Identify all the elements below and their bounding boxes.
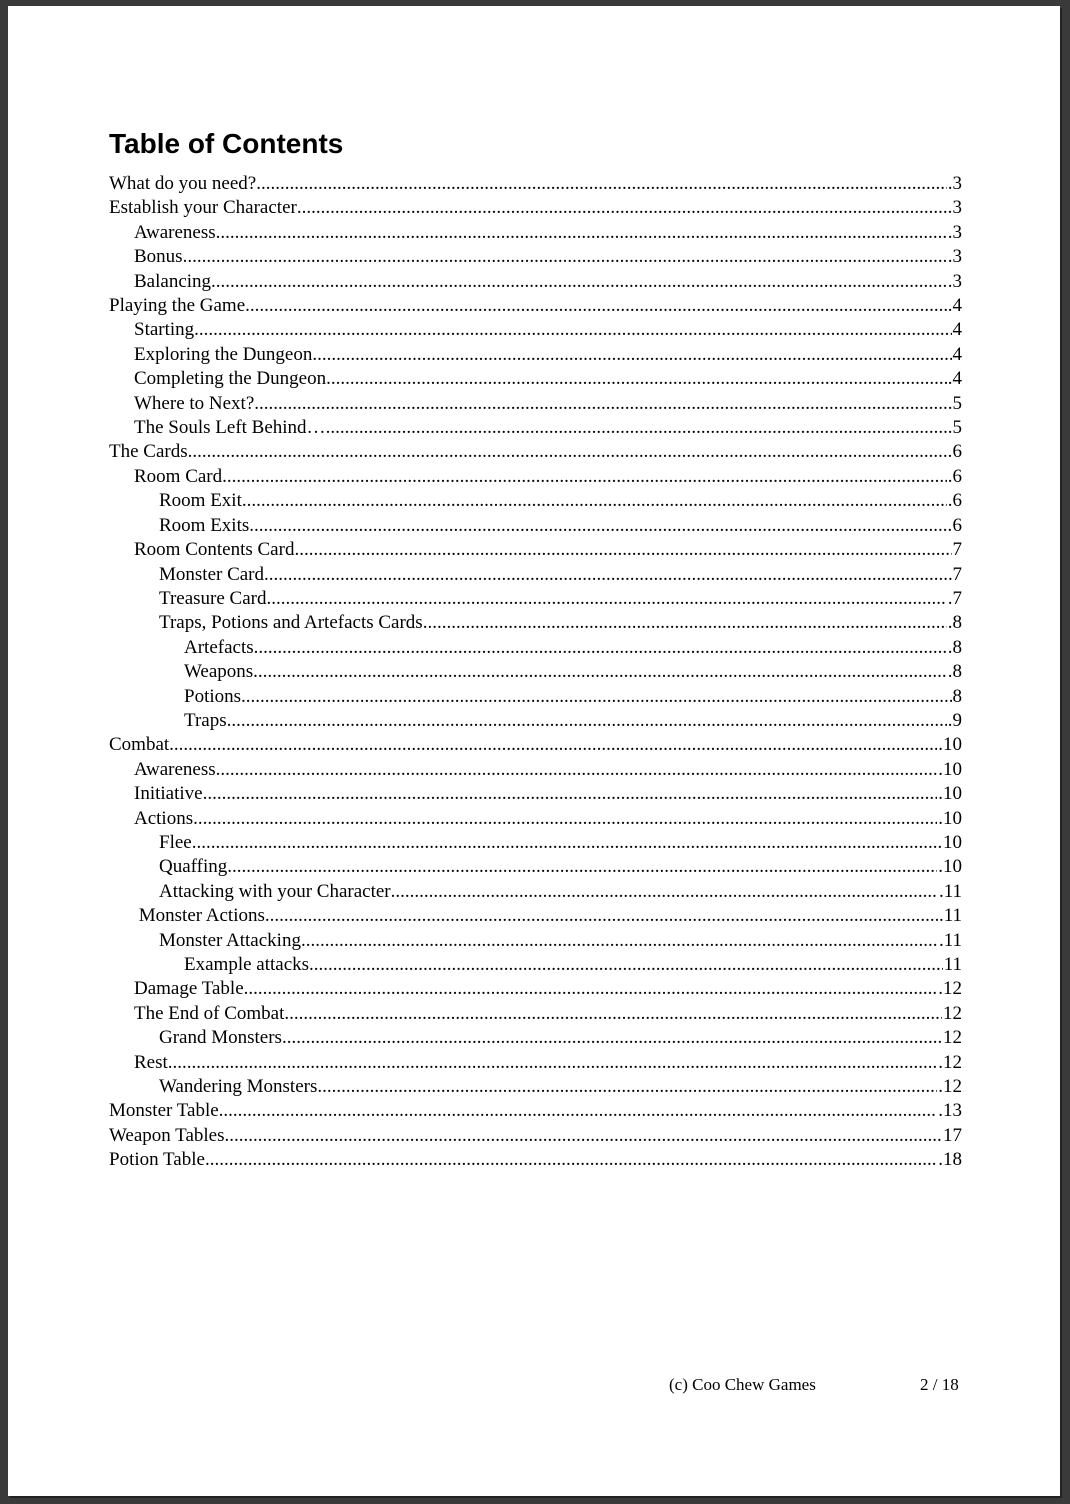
toc-entry-title: Grand Monsters bbox=[159, 1027, 282, 1049]
toc-dot-leader bbox=[211, 270, 947, 294]
toc-entry[interactable] bbox=[109, 294, 962, 318]
toc-dot-leader bbox=[225, 1124, 942, 1148]
toc-dot-leader bbox=[312, 343, 951, 367]
toc-entry-page: .12 bbox=[938, 1076, 962, 1098]
toc-entry-title: Damage Table bbox=[134, 978, 244, 1000]
toc-entry[interactable] bbox=[109, 733, 962, 757]
toc-entry-title: Monster Card bbox=[159, 563, 265, 585]
toc-entry-page: .6 bbox=[947, 465, 962, 487]
toc-entry-title: Starting bbox=[134, 319, 195, 341]
toc-entry[interactable] bbox=[109, 1148, 962, 1172]
toc-list bbox=[109, 172, 962, 1173]
toc-dot-leader bbox=[423, 611, 947, 635]
toc-entry-page: .9 bbox=[947, 709, 962, 731]
toc-entry-page: .8 bbox=[947, 661, 962, 683]
toc-entry-page: .6 bbox=[947, 490, 962, 512]
toc-entry[interactable] bbox=[109, 196, 962, 220]
toc-entry[interactable] bbox=[109, 318, 962, 342]
toc-dot-leader bbox=[241, 685, 951, 709]
toc-entry[interactable] bbox=[109, 807, 962, 831]
toc-entry-title: Awareness bbox=[134, 221, 216, 243]
toc-entry-page: .3 bbox=[947, 270, 962, 292]
toc-entry-title: Room Contents Card bbox=[134, 539, 295, 561]
toc-dot-leader bbox=[244, 977, 938, 1001]
toc-entry-title: Room Exits bbox=[159, 514, 250, 536]
toc-entry[interactable] bbox=[109, 660, 962, 684]
toc-entry[interactable] bbox=[109, 1124, 962, 1148]
toc-entry-title: Flee bbox=[159, 831, 192, 853]
toc-entry[interactable] bbox=[109, 270, 962, 294]
toc-entry-page: 6 bbox=[952, 514, 962, 536]
toc-entry[interactable] bbox=[109, 1099, 962, 1123]
toc-entry[interactable] bbox=[109, 1051, 962, 1075]
toc-entry-title: Playing the Game bbox=[109, 295, 246, 317]
toc-entry[interactable] bbox=[109, 1002, 962, 1026]
toc-dot-leader bbox=[309, 953, 943, 977]
toc-entry[interactable] bbox=[109, 587, 962, 611]
toc-entry-page: 3 bbox=[952, 197, 962, 219]
toc-entry-title: Example attacks bbox=[184, 954, 310, 975]
toc-entry[interactable] bbox=[109, 440, 962, 464]
toc-entry-page: 6 bbox=[952, 441, 962, 463]
toc-entry[interactable] bbox=[109, 416, 962, 440]
toc-entry-page: .4 bbox=[947, 295, 962, 317]
toc-entry-title: Wandering Monsters bbox=[159, 1076, 318, 1098]
footer-page-number: 2 / 18 bbox=[920, 1375, 959, 1394]
toc-entry-page: .11 bbox=[938, 929, 962, 951]
toc-entry-page: .10 bbox=[938, 734, 962, 756]
toc-dot-leader bbox=[193, 807, 937, 831]
toc-dot-leader bbox=[183, 245, 947, 269]
toc-entry[interactable] bbox=[109, 929, 962, 953]
toc-entry[interactable] bbox=[109, 172, 962, 196]
toc-entry-page: .4 bbox=[947, 368, 962, 390]
toc-entry[interactable] bbox=[109, 221, 962, 245]
toc-dot-leader bbox=[227, 709, 947, 733]
toc-entry[interactable] bbox=[109, 831, 962, 855]
toc-entry-title: Potion Table bbox=[109, 1149, 205, 1171]
toc-dot-leader bbox=[256, 172, 947, 196]
toc-dot-leader bbox=[168, 1051, 937, 1075]
toc-dot-leader bbox=[216, 221, 947, 245]
toc-entry[interactable] bbox=[109, 904, 962, 928]
toc-entry-page: .3 bbox=[947, 246, 962, 268]
toc-dot-leader bbox=[245, 294, 947, 318]
toc-dot-leader bbox=[326, 416, 947, 440]
toc-dot-leader bbox=[294, 538, 951, 562]
toc-entry-title: Rest bbox=[134, 1051, 168, 1073]
toc-entry-title: Room Exit bbox=[159, 490, 242, 512]
toc-entry[interactable] bbox=[109, 1026, 962, 1050]
toc-entry-title: The End of Combat bbox=[134, 1002, 285, 1024]
toc-dot-leader bbox=[194, 318, 951, 342]
toc-dot-leader bbox=[192, 831, 942, 855]
toc-entry-title: Potions bbox=[184, 685, 242, 707]
toc-entry-title: Quaffing bbox=[159, 856, 228, 878]
toc-entry[interactable] bbox=[109, 1075, 962, 1099]
toc-entry[interactable] bbox=[109, 855, 962, 879]
toc-dot-leader bbox=[264, 563, 951, 587]
toc-dot-leader bbox=[188, 440, 952, 464]
toc-entry-page: .10 bbox=[938, 783, 962, 805]
toc-entry-title: Balancing bbox=[134, 270, 212, 292]
toc-entry[interactable] bbox=[109, 563, 962, 587]
toc-entry-title: Monster Table bbox=[109, 1100, 219, 1122]
toc-entry-title: Weapons bbox=[184, 661, 254, 683]
toc-entry[interactable] bbox=[109, 392, 962, 416]
toc-entry-page: .10 bbox=[938, 758, 962, 780]
toc-entry-page: .5 bbox=[947, 417, 962, 439]
toc-entry-page: .18 bbox=[938, 1149, 962, 1171]
toc-dot-leader bbox=[326, 367, 947, 391]
toc-dot-leader bbox=[216, 758, 938, 782]
toc-entry-page: .8 bbox=[947, 612, 962, 634]
toc-dot-leader bbox=[222, 465, 947, 489]
toc-dot-leader bbox=[282, 1026, 942, 1050]
toc-entry-page: 12 bbox=[943, 1027, 962, 1049]
toc-entry-page: 10 bbox=[943, 831, 962, 853]
footer-publisher: (c) Coo Chew Games bbox=[669, 1375, 816, 1394]
toc-dot-leader bbox=[297, 196, 952, 220]
toc-dot-leader bbox=[249, 514, 951, 538]
toc-entry-page: .12 bbox=[938, 978, 962, 1000]
toc-dot-leader bbox=[253, 660, 947, 684]
toc-entry-title: Monster Actions bbox=[134, 905, 265, 927]
toc-entry-title: Where to Next? bbox=[134, 392, 255, 414]
toc-entry-page: 17 bbox=[943, 1124, 962, 1146]
toc-entry-title: Initiative bbox=[134, 783, 203, 805]
toc-entry[interactable] bbox=[109, 782, 962, 806]
toc-title: Table of Contents bbox=[109, 128, 344, 159]
toc-entry-title: Awareness bbox=[134, 758, 216, 780]
toc-entry-page: .3 bbox=[947, 221, 962, 243]
toc-entry-page: 7 bbox=[952, 539, 962, 561]
toc-entry-title: Treasure Card bbox=[159, 587, 267, 609]
toc-entry[interactable] bbox=[109, 245, 962, 269]
toc-entry[interactable] bbox=[109, 611, 962, 635]
toc-entry-title: Room Card bbox=[134, 465, 223, 487]
toc-entry[interactable] bbox=[109, 709, 962, 733]
toc-entry[interactable] bbox=[109, 367, 962, 391]
toc-dot-leader bbox=[265, 904, 938, 928]
toc-entry-title: Traps, Potions and Artefacts Cards bbox=[159, 612, 423, 634]
toc-entry[interactable] bbox=[109, 489, 962, 513]
toc-entry-page: .3 bbox=[947, 173, 962, 194]
toc-entry-title: Artefacts bbox=[184, 636, 254, 658]
toc-dot-leader bbox=[203, 782, 938, 806]
toc-entry-title: Weapon Tables bbox=[109, 1124, 225, 1146]
toc-dot-leader bbox=[301, 929, 938, 953]
toc-entry-title: The Cards bbox=[109, 441, 188, 463]
toc-entry[interactable] bbox=[109, 953, 962, 977]
toc-entry-page: 12 bbox=[943, 1002, 962, 1024]
toc-entry[interactable] bbox=[109, 538, 962, 562]
toc-entry-title: Actions bbox=[134, 807, 194, 829]
toc-entry-title: Bonus bbox=[134, 246, 183, 268]
toc-dot-leader bbox=[254, 636, 947, 660]
toc-entry[interactable] bbox=[109, 977, 962, 1001]
toc-entry[interactable] bbox=[109, 636, 962, 660]
toc-dot-leader bbox=[242, 489, 947, 513]
toc-entry-title: Monster Attacking bbox=[159, 929, 301, 951]
toc-entry-page: .7 bbox=[947, 587, 962, 609]
toc-entry-title: Traps bbox=[184, 709, 227, 731]
toc-entry-page: 7 bbox=[952, 563, 962, 585]
toc-entry-page: 8 bbox=[952, 685, 962, 707]
toc-dot-leader bbox=[205, 1148, 937, 1172]
toc-entry-page: .13 bbox=[938, 1100, 962, 1122]
toc-entry-title: Exploring the Dungeon bbox=[134, 343, 313, 365]
toc-entry-page: .5 bbox=[947, 392, 962, 414]
toc-entry-title: Establish your Character bbox=[109, 197, 297, 219]
toc-entry-title: The Souls Left Behind… bbox=[134, 417, 326, 439]
toc-dot-leader bbox=[254, 392, 946, 416]
toc-entry-page: 11 bbox=[943, 954, 962, 975]
toc-dot-leader bbox=[391, 880, 938, 904]
toc-entry-page: .8 bbox=[947, 636, 962, 658]
toc-entry-page: 4 bbox=[952, 343, 962, 365]
toc-dot-leader bbox=[219, 1099, 938, 1123]
toc-entry[interactable] bbox=[109, 758, 962, 782]
toc-entry-page: .11 bbox=[938, 880, 962, 902]
toc-entry-page: 4 bbox=[952, 319, 962, 341]
toc-entry[interactable] bbox=[109, 685, 962, 709]
toc-entry-page: .12 bbox=[938, 1051, 962, 1073]
toc-entry[interactable] bbox=[109, 880, 962, 904]
toc-entry[interactable] bbox=[109, 514, 962, 538]
toc-entry-title: Completing the Dungeon bbox=[134, 368, 327, 390]
toc-entry-title: Attacking with your Character bbox=[159, 880, 391, 902]
toc-entry[interactable] bbox=[109, 343, 962, 367]
toc-entry-title: Combat bbox=[109, 734, 170, 756]
toc-entry-page: .10 bbox=[938, 856, 962, 878]
toc-dot-leader bbox=[317, 1075, 937, 1099]
toc-entry[interactable] bbox=[109, 465, 962, 489]
toc-entry-title: What do you need? bbox=[109, 173, 257, 194]
toc-dot-leader bbox=[169, 733, 937, 757]
document-page bbox=[8, 6, 1060, 1496]
toc-entry-page: .10 bbox=[938, 807, 962, 829]
toc-dot-leader bbox=[227, 855, 937, 879]
toc-dot-leader bbox=[266, 587, 946, 611]
toc-entry-page: .11 bbox=[938, 905, 962, 927]
toc-dot-leader bbox=[284, 1002, 942, 1026]
